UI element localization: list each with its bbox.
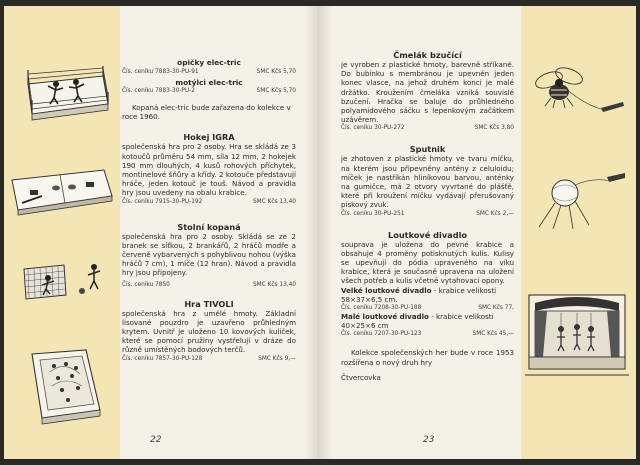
entry-title: motýlci elec-tric <box>175 77 243 87</box>
price: SMC Kčs 13,40 <box>252 281 296 288</box>
bumblebee-illustration <box>531 66 627 121</box>
price: SMC Kčs 45,— <box>472 331 514 338</box>
price: SMC Kčs 5,70 <box>256 88 296 94</box>
price: SMC Kčs 77, <box>478 305 514 312</box>
sputnik-title: Sputnik <box>409 144 446 155</box>
entry-title: opičky elec-tric <box>177 58 241 67</box>
catalog-number: Čís. ceníku 7883-30-PU-2 <box>122 88 195 94</box>
kopana-description: společenská hra pro 2 osoby. Skládá se ze 2 branek se síťkou, 2 brankářů, 2 hráčů modře a červeně vybarvených s pohyblivou nohou (výška hráčů 7 cm), 1 míče (12 hran). Návod a pravidla hry jsou připojeny. <box>122 231 296 278</box>
sputnik-description: je zhotoven z plastické hmoty ve tvaru míčku, na kterém jsou připevněny antény z celuloidu; míček je nastříkán hliníkovou barvou, anténky na gumičce, má 2 otvory vyvrtané do plášťě, které při kroužení míčku vydávají přerušovaný pískový zvuk. <box>341 154 514 210</box>
velke-divadlo-size: - krabice velikosti 58×37×6,5 cm. <box>341 285 497 304</box>
male-divadlo-size: - krabice velikosti 40×25×6 cm <box>341 312 494 331</box>
male-divadlo-line <box>341 312 514 330</box>
kopana-title: Stolní kopaná <box>177 221 241 232</box>
page-number: 23 <box>423 435 435 445</box>
catalog-number: Čís. ceníku 7857-30-PU-128 <box>122 355 203 362</box>
catalog-number: Čís. ceníku 30-PU-251 <box>341 210 405 217</box>
catalog-number: Čís. ceníku 7850 <box>122 281 170 288</box>
catalog-line <box>122 281 296 289</box>
ctvercovka-label: Čtvercovka <box>341 372 381 382</box>
velke-divadlo-line <box>341 286 514 304</box>
loutkove-description: souprava je uložena do pevné krabice a obsahuje 4 proměny potisknutých kulis. Kulisy se upevňují do pódia upraveného na víku krabice, která je současně upravena na uložení všech potřeb a kulis včetně vytahovací opony. <box>341 239 514 286</box>
puppet-theatre-illustration <box>525 289 629 381</box>
collection-footer-note: Kolekce společenských her bude v roce 1953 rozšířena o nový druh hry <box>341 348 514 367</box>
sputnik-illustration <box>531 171 627 231</box>
cmelak-description: je vyroben z plastické hmoty, barevně stříkané. Do bubínku s membránou je upevněn jeden konec vlasce, na jehož druhém konci je malé držátko. Kroužením čmeláka vzniká souvislé bzučení. Hračka se baluje do průhledného polyamidového sáčku s lepenkovým začátkem uzávěrem. <box>341 60 514 125</box>
page-number: 22 <box>150 435 162 445</box>
cmelak-title: Čmelák bzučící <box>393 50 462 60</box>
catalog-number: Čís. ceníku 7915-30-PU-192 <box>122 198 203 205</box>
catalog-line <box>341 210 514 218</box>
velke-divadlo-label: Velké loutkové divadlo <box>341 285 432 295</box>
catalog-line <box>341 304 514 312</box>
tivoli-description: společenská hra z umělé hmoty. Základní lisované pouzdro je uzavřeno průhledným krytem. Uvnitř je uloženo 10 kovových kuliček, které se pomocí pružiny vystřelují v dráze do různě umístěných bodových terčů. <box>122 308 296 355</box>
right-page <box>319 6 636 459</box>
price: SMC Kčs 9,— <box>258 355 296 362</box>
loutkove-title: Loutkové divadlo <box>388 229 467 240</box>
catalog-number: Čís. ceníku 7208-30-PU-188 <box>341 305 422 312</box>
price: SMC Kčs 2,— <box>476 210 514 217</box>
left-page <box>4 6 319 459</box>
price: SMC Kčs 3,80 <box>474 125 514 132</box>
price: SMC Kčs 13,40 <box>252 198 296 205</box>
catalog-line <box>341 124 514 132</box>
right-text-column <box>341 50 514 382</box>
tivoli-title: Hra TIVOLI <box>184 298 234 309</box>
catalog-line <box>122 355 296 363</box>
left-text-column <box>122 58 296 363</box>
catalog-number: Čís. ceníku 7207-30-PU-123 <box>341 331 422 338</box>
collection-note: Kopaná elec-tric bude zařazena do kolekce v roce 1960. <box>122 103 291 122</box>
catalog-number: Čís. ceníku 7883-30-PU-91 <box>122 68 199 75</box>
hokej-description: společenská hra pro 2 osoby. Hra se skládá ze 3 kotoučů průměru 54 mm, síla 12 mm, 2 hokejek 190 mm dlouhých, 4 kusů rohových příchytek, montinelové šňůry a křídy. 2 kotouče představují hráče, jeden kotouč je touš. Návod a pravidla hry jsou uvedeny na obalu krabice. <box>122 142 296 198</box>
tivoli-game-illustration <box>20 346 110 426</box>
catalog-line <box>122 198 296 206</box>
male-divadlo-label: Malé loutkové divadlo <box>341 312 429 322</box>
table-football-illustration <box>18 261 118 306</box>
catalog-line <box>341 330 514 338</box>
catalog-line <box>122 87 296 95</box>
hokej-title: Hokej IGRA <box>183 132 235 143</box>
hockey-table-illustration <box>8 166 116 216</box>
price: SMC Kčs 5,70 <box>256 68 296 75</box>
boxing-ring-illustration <box>18 66 113 121</box>
catalog-number: Čís. ceníku 30-PU-272 <box>341 125 405 132</box>
catalog-line <box>122 68 296 76</box>
